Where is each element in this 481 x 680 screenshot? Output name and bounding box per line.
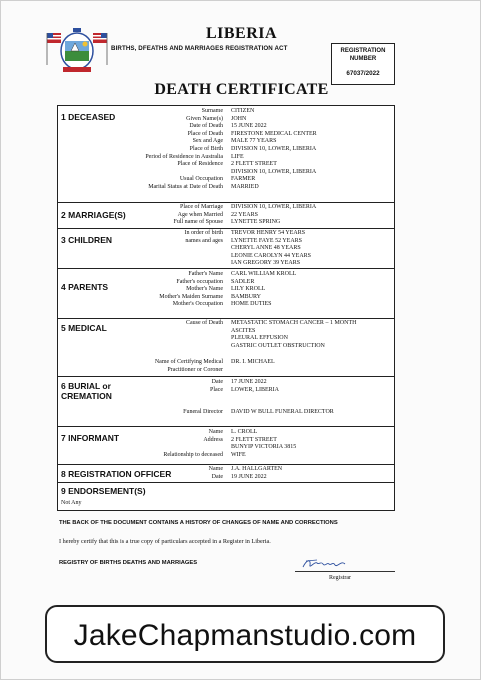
field-label: Given Name(s) <box>186 115 223 122</box>
section-title: 3 CHILDREN <box>61 235 113 245</box>
field-value: MARRIED <box>231 184 259 190</box>
field-value: ASCITES <box>231 327 256 334</box>
section-children <box>58 228 394 268</box>
field-label: Place <box>210 387 223 393</box>
field-value: LEONIE CAROLYN 44 YEARS <box>231 252 312 259</box>
field-value: CITIZEN <box>231 108 255 114</box>
section-burial <box>58 376 394 426</box>
field-label: Place of Residence <box>177 161 223 168</box>
field-label: Sex and Age <box>192 138 223 145</box>
field-value: IAN GREGORY 39 YEARS <box>231 260 301 267</box>
section-deceased <box>58 106 394 202</box>
field-label: Usual Occupation <box>179 176 223 183</box>
certificate-form <box>57 105 395 511</box>
field-value: DIVISION 10, LOWER, LIBERIA <box>231 168 317 175</box>
field-value: JOHN <box>231 115 247 122</box>
section-title: 4 PARENTS <box>61 282 109 292</box>
registry-name: REGISTRY OF BIRTHS DEATHS AND MARRIAGES <box>59 560 198 566</box>
field-value: 19 JUNE 2022 <box>231 473 267 480</box>
field-label: Surname <box>201 108 223 114</box>
registrar-label: Registrar <box>329 575 351 581</box>
field-value: 22 YEARS <box>231 211 258 218</box>
field-value: CARL WILLIAM KROLL <box>231 271 297 277</box>
field-value: DIVISION 10, LOWER, LIBERIA <box>231 204 317 210</box>
field-value: GASTRIC OUTLET OBSTRUCTION <box>231 342 325 349</box>
field-value: WIFE <box>231 451 246 458</box>
field-value: LOWER, LIBERIA <box>231 387 279 393</box>
field-label: Name of Certifying Medical <box>154 359 223 365</box>
field-value: SADLER <box>231 278 255 285</box>
field-value: BUNYIP VICTORIA 3815 <box>231 444 297 451</box>
field-label: Date of Death <box>189 123 223 130</box>
field-label: Age when Married <box>177 211 223 218</box>
field-label: Date <box>211 473 223 480</box>
field-value: 2 FLETT STREET <box>231 436 277 443</box>
field-value: FARMER <box>231 176 256 183</box>
registration-number-box <box>331 43 395 85</box>
field-label: In order of birth <box>184 230 223 236</box>
field-value: LYNETTE FAYE 52 YEARS <box>231 237 303 244</box>
field-value: 17 JUNE 2022 <box>231 379 267 385</box>
section-marriage <box>58 202 394 228</box>
country-title: LIBERIA <box>205 25 278 42</box>
field-value: DIVISION 10, LOWER, LIBERIA <box>231 146 317 152</box>
field-label: Father's Name <box>188 271 223 277</box>
field-value: 2 FLETT STREET <box>231 161 277 168</box>
field-value: DR. I. MICHAEL <box>231 359 275 365</box>
section-title: 2 MARRIAGE(S) <box>61 210 126 220</box>
section-title: 7 INFORMANT <box>61 433 120 443</box>
field-label: Place of Birth <box>189 146 223 152</box>
field-label: Name <box>208 429 223 435</box>
section-endorsements <box>58 482 394 511</box>
field-label: Cause of Death <box>186 320 223 326</box>
certification-statement: I hereby certify that this is a true copy of particulars accepted in a Register in Liberia. <box>59 538 271 545</box>
field-value: HOME DUTIES <box>231 301 272 308</box>
field-label: Place of Marriage <box>180 204 223 210</box>
signature-line <box>295 571 395 572</box>
registration-label-2: NUMBER <box>349 56 377 62</box>
watermark-text: JakeChapmanstudio.com <box>73 619 417 652</box>
field-value: CHERYL ANNE 48 YEARS <box>231 245 301 252</box>
field-value: DAVID W BULL FUNERAL DIRECTOR <box>231 409 334 415</box>
field-label: Address <box>203 436 223 443</box>
field-label: Period of Residence in Australia <box>145 153 223 160</box>
field-value: LIFE <box>231 153 244 160</box>
field-label: Funeral Director <box>183 409 223 415</box>
field-value: PLEURAL EFFUSION <box>231 335 288 342</box>
section-title: 9 ENDORSEMENT(S) <box>61 486 146 496</box>
section-title: 8 REGISTRATION OFFICER <box>61 469 172 479</box>
section-informant <box>58 426 394 464</box>
back-of-document-note: THE BACK OF THE DOCUMENT CONTAINS A HISTORY OF CHANGES OF NAME AND CORRECTIONS <box>59 520 338 526</box>
field-label: Father's occupation <box>176 278 223 285</box>
field-label: Full name of Spouse <box>173 219 223 226</box>
field-label: Date <box>211 379 223 385</box>
endorsement-note: Not Any <box>61 500 82 506</box>
section-title: 1 DECEASED <box>61 112 116 122</box>
field-label: Name <box>208 466 223 472</box>
field-value: J.A. HALLGARTEN <box>231 466 283 472</box>
section-parents <box>58 268 394 318</box>
field-value: 15 JUNE 2022 <box>231 123 267 130</box>
field-value: TREVOR HENRY 54 YEARS <box>231 230 306 236</box>
field-value: BAMBURY <box>231 293 262 300</box>
field-label: Practitioner or Coroner <box>167 366 223 373</box>
field-label: Place of Death <box>187 130 223 137</box>
field-value: L. CROLL <box>231 429 258 435</box>
section-title: CREMATION <box>61 391 112 401</box>
registration-act: BIRTHS, DFEATHS AND MARRIAGES REGISTRATION ACT <box>111 45 288 52</box>
field-label: Mother's Maiden Surname <box>159 293 223 300</box>
field-value: FIRESTONE MEDICAL CENTER <box>231 130 317 137</box>
watermark-banner <box>45 605 445 663</box>
section-registration-officer <box>58 464 394 482</box>
field-value: LYNETTE SPRING <box>231 219 281 226</box>
document-title: DEATH CERTIFICATE <box>154 81 329 98</box>
section-title: 5 MEDICAL <box>61 323 107 333</box>
field-value: LILY KROLL <box>231 286 266 293</box>
field-label: Relationship to deceased <box>163 451 223 458</box>
field-label: names and ages <box>185 237 223 244</box>
field-value: METASTATIC STOMACH CANCER – 1 MONTH <box>231 320 357 326</box>
field-value: MALE 77 YEARS <box>231 138 277 145</box>
field-label: Mother's Occupation <box>172 301 223 308</box>
registration-label-1: REGISTRATION <box>340 48 386 54</box>
field-label: Mother's Name <box>186 286 223 293</box>
section-medical <box>58 318 394 376</box>
field-label: Marital Status at Date of Death <box>148 184 223 190</box>
section-title: 6 BURIAL or <box>61 381 111 391</box>
registration-number: 67037/2022 <box>346 70 380 77</box>
